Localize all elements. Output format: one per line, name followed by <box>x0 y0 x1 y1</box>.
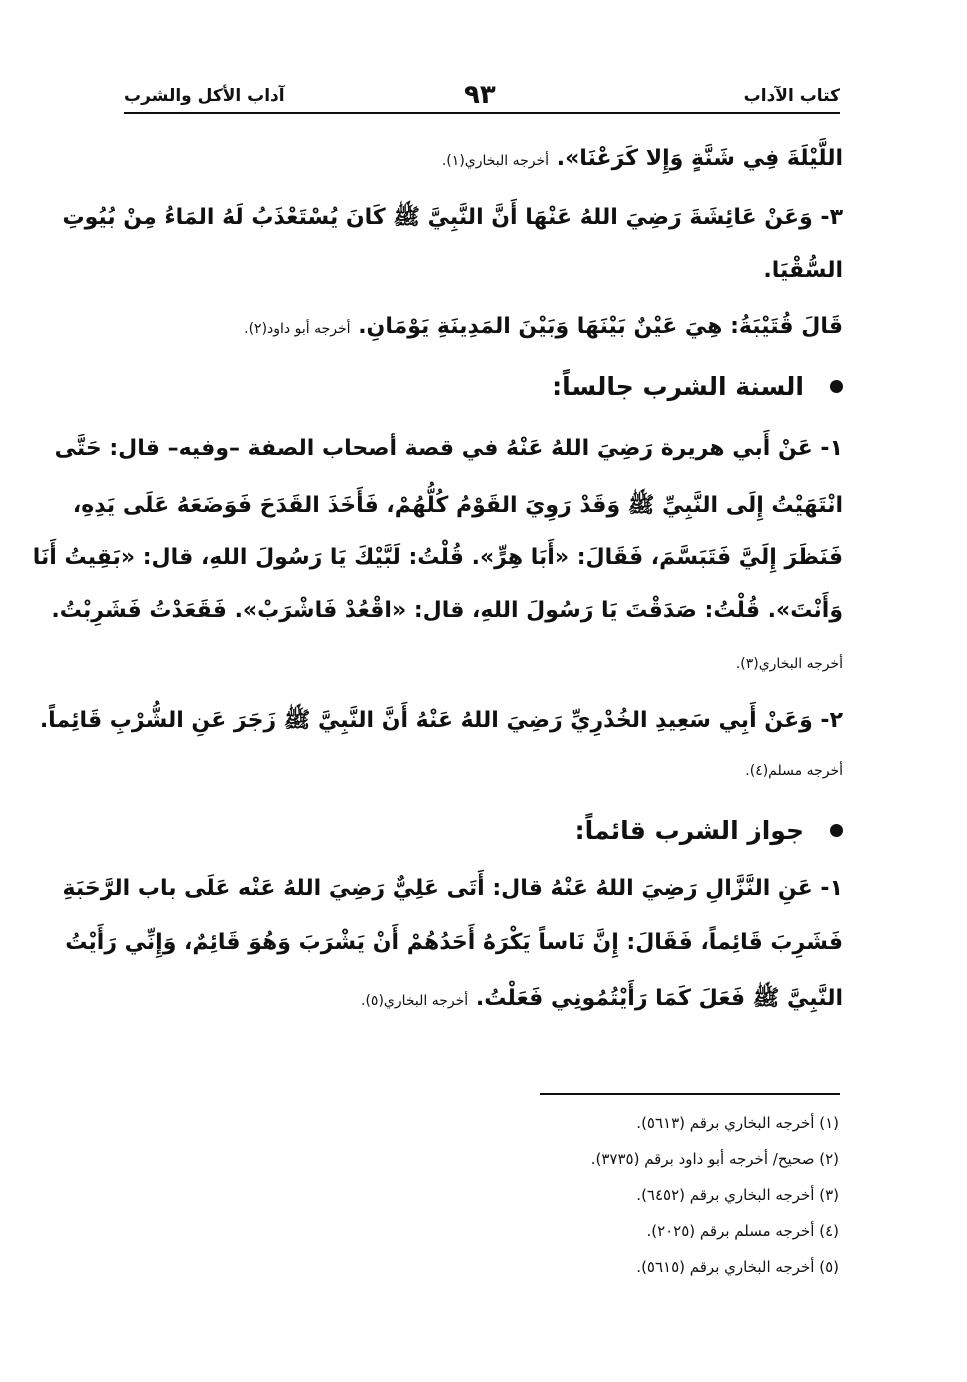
line-text: قَالَ قُتَيْبَةُ: هِيَ عَيْنٌ بَيْنَهَا وَبَيْنَ المَدِينَةِ يَوْمَانِ. <box>358 314 843 339</box>
hadith-reference: أخرجه البخاري(٥). <box>361 993 469 1009</box>
text-line: انْتَهَيْتُ إِلَى النَّبِيِّ ﷺ وَقَدْ رَوِيَ القَوْمُ كُلُّهُمْ، فَأَخَذَ القَدَحَ فَوَضَعَهُ عَلَى يَدِهِ، <box>72 493 843 518</box>
text-line: ١- عَنِ النَّزَّالِ رَضِيَ اللهُ عَنْهُ قال: أَتَى عَلِيٌّ رَضِيَ اللهُ عَنْه عَلَى باب الرَّحَبَةِ <box>62 876 843 901</box>
footnote: (٤) أخرجه مسلم برقم (٢٠٢٥). <box>646 1222 839 1240</box>
footnote-rule <box>540 1093 840 1095</box>
text-line: السُّقْيَا. <box>763 258 843 283</box>
text-line: ٢- وَعَنْ أَبِي سَعِيدِ الخُدْرِيِّ رَضِيَ اللهُ عَنْهُ أَنَّ النَّبِيَّ ﷺ زَجَرَ عَنِ الشُّرْبِ قَائِماً. <box>39 708 843 733</box>
chapter-title: آداب الأكل والشرب <box>124 86 285 106</box>
page-number: ٩٣ <box>464 80 496 110</box>
bullet-icon <box>830 380 843 393</box>
footnote: (١) أخرجه البخاري برقم (٥٦١٣). <box>636 1114 839 1132</box>
text-line <box>442 146 843 171</box>
hadith-reference: أخرجه أبو داود(٢). <box>244 321 351 337</box>
text-line <box>244 314 843 339</box>
line-text: اللَّيْلَةَ فِي شَنَّةٍ وَإِلا كَرَعْنَا». <box>556 146 843 171</box>
hadith-reference: أخرجه مسلم(٤). <box>745 763 843 779</box>
text-line <box>361 984 843 1016</box>
text-line: ١- عَنْ أَبي هريرة رَضِيَ اللهُ عَنْهُ في قصة أصحاب الصفة –وفيه– قال: حَتَّى <box>54 436 843 461</box>
bullet-icon <box>830 824 843 837</box>
text-line: وَأَنْتَ». قُلْتُ: صَدَقْتَ يَا رَسُولَ اللهِ، قال: «اقْعُدْ فَاشْرَبْ». فَقَعَدْتُ فَشَرِبْتُ. <box>51 598 843 623</box>
footnote: (٢) صحيح/ أخرجه أبو داود برقم (٣٧٣٥). <box>590 1150 839 1168</box>
text-line: فَنَظَرَ إِلَيَّ فَتَبَسَّمَ، فَقَالَ: «أَبَا هِرٍّ». قُلْتُ: لَبَّيْكَ يَا رَسُولَ اللهِ، قال: «بَقِيتُ أَنَا <box>32 545 843 570</box>
hadith-reference: أخرجه البخاري(٣). <box>735 656 843 672</box>
section-heading <box>552 372 843 401</box>
footnote: (٥) أخرجه البخاري برقم (٥٦١٥). <box>636 1258 839 1276</box>
line-text: النَّبِيَّ ﷺ فَعَلَ كَمَا رَأَيْتُمُونِي فَعَلْتُ. <box>475 986 843 1011</box>
text-line: فَشَرِبَ قَائِماً، فَقَالَ: إِنَّ نَاساً يَكْرَهُ أَحَدُهُمْ أَنْ يَشْرَبَ وَهُوَ قَائِمٌ، وَإِنِّي رَأَيْتُ <box>65 930 843 955</box>
text-line: ٣- وَعَنْ عَائِشَةَ رَضِيَ اللهُ عَنْهَا أَنَّ النَّبِيَّ ﷺ كَانَ يُسْتَعْذَبُ لَهُ المَاءُ مِنْ بُيُوتِ <box>62 205 843 230</box>
footnote: (٣) أخرجه البخاري برقم (٦٤٥٢). <box>636 1186 839 1204</box>
hadith-reference: أخرجه البخاري(١). <box>441 153 550 169</box>
header-rule <box>124 112 840 114</box>
heading-text: السنة الشرب جالساً: <box>552 372 804 401</box>
heading-text: جواز الشرب قائماً: <box>574 816 804 845</box>
page-header <box>124 78 840 114</box>
book-title: كتاب الآداب <box>743 86 840 106</box>
section-heading <box>575 816 843 845</box>
